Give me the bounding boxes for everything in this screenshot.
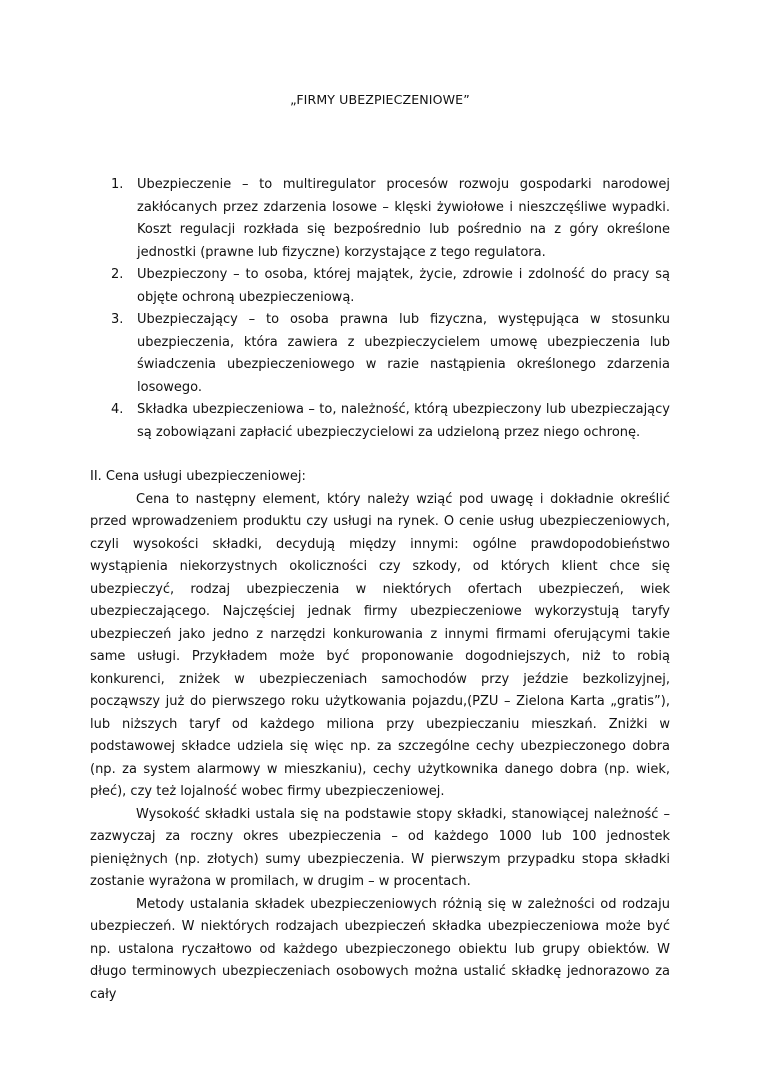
list-item-number: 1. <box>111 177 124 192</box>
document-title: „FIRMY UBEZPIECZENIOWE” <box>290 92 470 107</box>
list-item-text: Składka ubezpieczeniowa – to, należność, którą ubezpieczony lub ubezpieczający są zobowiązani zapłacić ubezpieczycielowi za udzieloną przez niego ochronę. <box>137 402 670 440</box>
list-item-number: 2. <box>111 267 124 282</box>
list-item-number: 3. <box>111 312 124 327</box>
section-paragraph: Cena to następny element, który należy wziąć pod uwagę i dokładnie określić przed wprowadzeniem produktu czy usługi na rynek. O cenie usług ubezpieczeniowych, czyli wysokości składki, decydują między innymi: ogólne prawdopodobieństwo wystąpienia niekorzystnych okoliczności czy szkody, od których klient chce się ubezpieczyć, rodzaj ubezpieczenia w niektórych ofertach ubezpieczeń, wiek ubezpieczającego. Najczęściej jednak firmy ubezpieczeniowe wykorzystują taryfy ubezpieczeń jako jedno z narzędzi konkurowania z innymi firmami oferującymi takie same usługi. Przykładem może być proponowanie dogodniejszych, niż to robią konkurenci, zniżek w ubezpieczeniach samochodów przy jeździe bezkolizyjnej, począwszy już do pierwszego roku użytkowania pojazdu,(PZU – Zielona Karta „gratis”), lub niższych taryf od każdego miliona przy ubezpieczaniu mieszkań. Zniżki w podstawowej składce udziela się więc np. za szczególne cechy ubezpieczonego dobra (np. za system alarmowy w mieszkaniu), cechy użytkownika danego dobra (np. wiek, płeć), czy też lojalność wobec firmy ubezpieczeniowej. <box>90 491 670 799</box>
section-paragraph: Wysokość składki ustala się na podstawie stopy składki, stanowiącej należność – zazwyczaj za roczny okres ubezpieczenia – od każdego 1000 lub 100 jednostek pieniężnych (np. złotych) sumy ubezpieczenia. W pierwszym przypadku stopa składki zostanie wyrażona w promilach, w drugim – w procentach. <box>90 806 670 889</box>
list-item-number: 4. <box>111 402 124 417</box>
definitions-list <box>109 174 670 444</box>
section-heading: II. Cena usługi ubezpieczeniowej: <box>90 469 306 484</box>
price-section <box>90 466 670 1006</box>
list-item <box>109 264 670 309</box>
list-item-text: Ubezpieczający – to osoba prawna lub fizyczna, występująca w stosunku ubezpieczenia, która zawiera z ubezpieczycielem umowę ubezpieczenia lub świadczenia ubezpieczeniowego w razie nastąpienia określonego zdarzenia losowego. <box>137 312 670 395</box>
list-item-text: Ubezpieczenie – to multiregulator procesów rozwoju gospodarki narodowej zakłócanych przez zdarzenia losowe – klęski żywiołowe i nieszczęśliwe wypadki. Koszt regulacji rozkłada się bezpośrednio lub pośrednio na z góry określone jednostki (prawne lub fizyczne) korzystające z tego regulatora. <box>137 177 670 260</box>
list-item <box>109 174 670 264</box>
list-item <box>109 309 670 399</box>
list-item-text: Ubezpieczony – to osoba, której majątek, życie, zdrowie i zdolność do pracy są objęte ochroną ubezpieczeniową. <box>137 267 670 305</box>
list-item <box>109 399 670 444</box>
section-paragraph: Metody ustalania składek ubezpieczeniowych różnią się w zależności od rodzaju ubezpieczeń. W niektórych rodzajach ubezpieczeń składka ubezpieczeniowa może być np. ustalona ryczałtowo od każdego ubezpieczonego obiektu lub grupy obiektów. W długo terminowych ubezpieczeniach osobowych można ustalić składkę jednorazowo za cały <box>90 896 670 1002</box>
